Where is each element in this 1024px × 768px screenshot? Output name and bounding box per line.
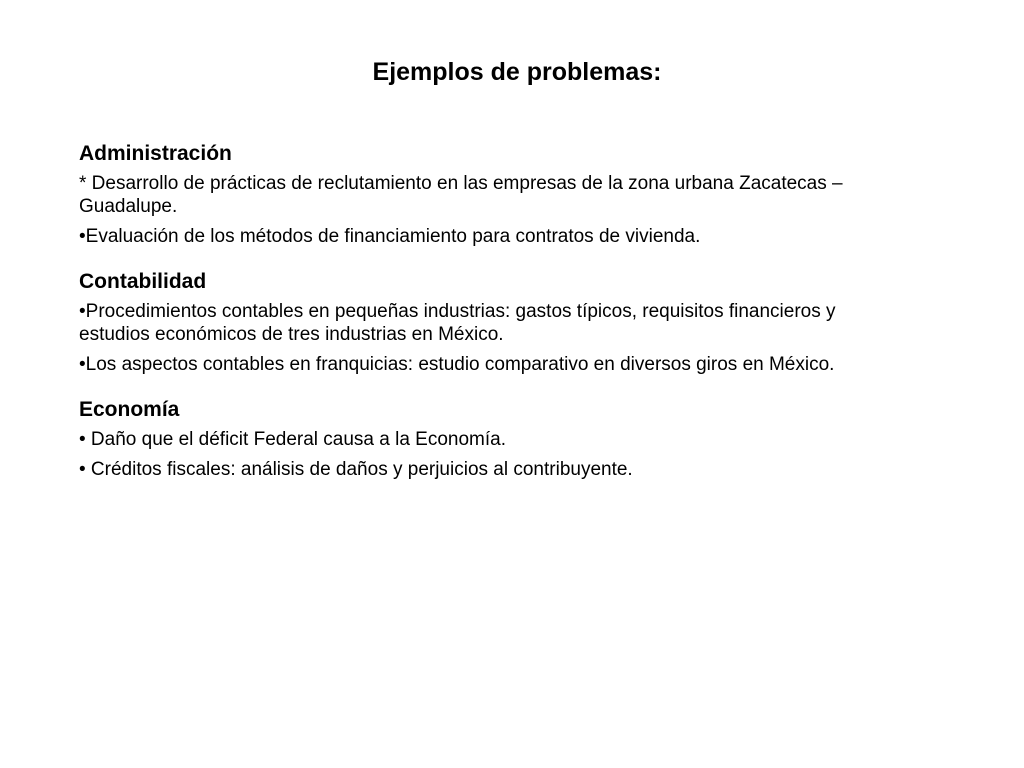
section-contabilidad	[79, 268, 909, 376]
list-item: * Desarrollo de prácticas de reclutamiento en las empresas de la zona urbana Zacatecas – Guadalupe.	[79, 173, 843, 217]
slide-title: Ejemplos de problemas:	[372, 58, 662, 86]
section-heading: Contabilidad	[79, 270, 207, 293]
list-item: • Créditos fiscales: análisis de daños y perjuicios al contribuyente.	[79, 459, 633, 480]
slide-content	[79, 140, 909, 488]
section-heading: Administración	[79, 142, 232, 165]
section-economia	[79, 396, 909, 481]
list-item: •Evaluación de los métodos de financiamiento para contratos de vivienda.	[79, 226, 701, 247]
section-heading: Economía	[79, 398, 180, 421]
list-item: •Procedimientos contables en pequeñas industrias: gastos típicos, requisitos financieros y estudios económicos de tres industrias en México.	[79, 301, 836, 345]
section-administracion	[79, 140, 909, 248]
list-item: •Los aspectos contables en franquicias: estudio comparativo en diversos giros en México.	[79, 354, 835, 375]
list-item: • Daño que el déficit Federal causa a la Economía.	[79, 429, 507, 450]
